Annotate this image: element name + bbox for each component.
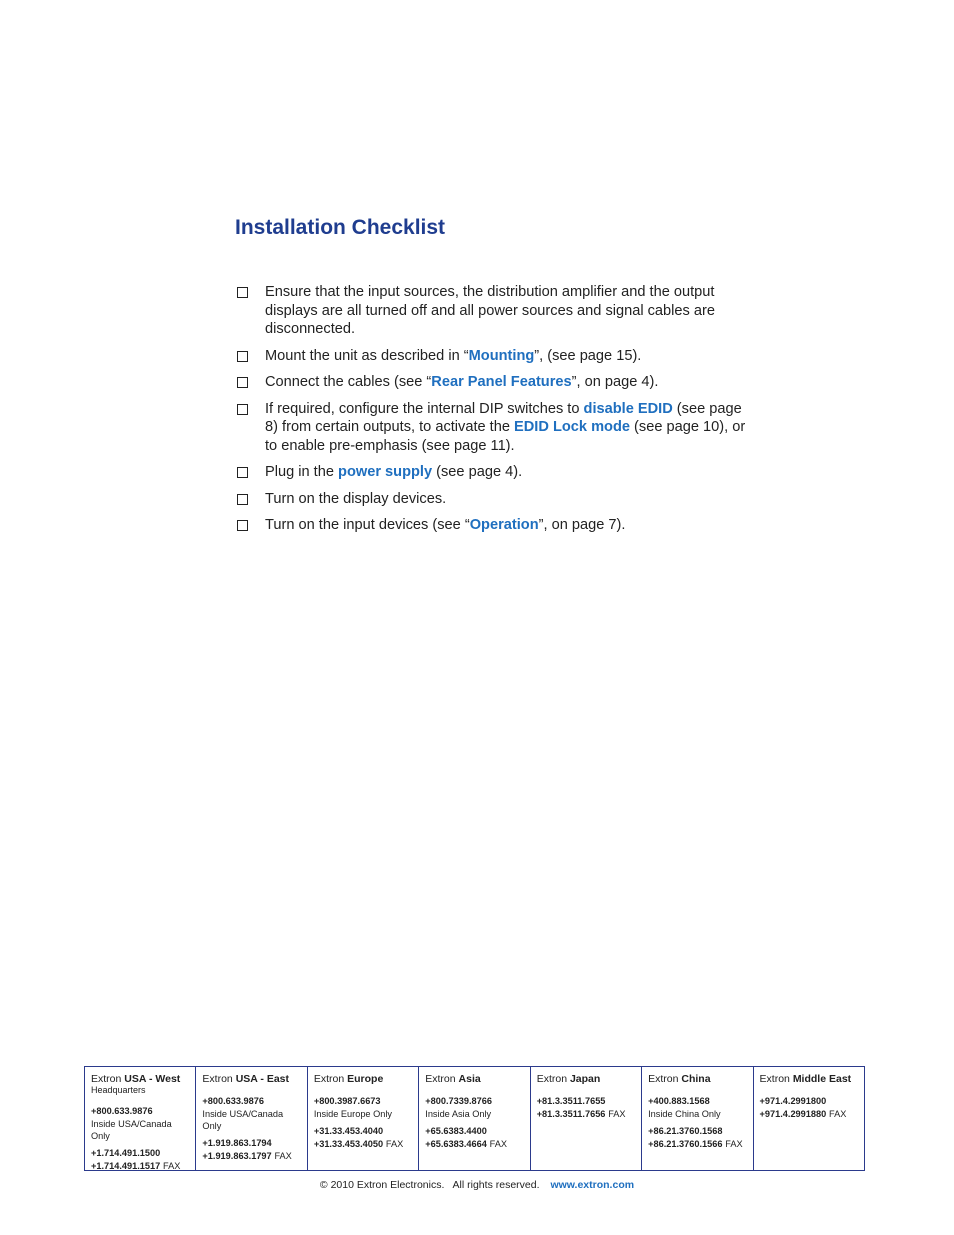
office-brand: Extron — [313, 1073, 345, 1085]
checklist-text: ”, (see page 15). — [534, 347, 642, 364]
office-brand: Extron — [91, 1073, 122, 1085]
office-name — [648, 1073, 747, 1085]
phone-number: +81.3.3511.7656 — [536, 1109, 606, 1119]
office-column — [531, 1067, 642, 1170]
fax-label: FAX — [489, 1139, 507, 1149]
checklist-item — [236, 490, 756, 509]
phone-line — [425, 1095, 524, 1108]
fax-label: FAX — [385, 1139, 404, 1149]
website-link[interactable]: www.extron.com — [550, 1179, 635, 1191]
phone-line — [202, 1095, 301, 1108]
phone-number: +86.21.3760.1566 — [648, 1139, 723, 1149]
checklist-text: Plug in the — [265, 464, 339, 480]
phone-line — [537, 1095, 636, 1108]
contact-table — [84, 1066, 865, 1171]
phone-number: +1.714.491.1500 — [91, 1148, 161, 1158]
checklist-text: Mount the unit as described in “ — [265, 347, 469, 364]
checkbox-icon — [237, 377, 248, 388]
office-column — [308, 1067, 419, 1170]
phone-number: +86.21.3760.1568 — [648, 1126, 723, 1136]
spacer — [314, 1085, 413, 1095]
phone-line — [314, 1125, 413, 1138]
office-region: Asia — [458, 1073, 481, 1085]
phone-line — [202, 1150, 301, 1163]
copyright-text: © 2010 Extron Electronics. All rights reserved. — [319, 1179, 540, 1191]
cross-reference-link[interactable]: Operation — [469, 517, 539, 533]
office-brand: Extron — [202, 1073, 233, 1085]
office-name — [202, 1073, 301, 1085]
phone-number: +400.883.1568 — [648, 1096, 710, 1106]
phone-number: +31.33.453.4040 — [313, 1126, 384, 1136]
checklist-text: Turn on the display devices. — [265, 490, 447, 507]
phone-note: Inside USA/Canada Only — [91, 1119, 172, 1141]
spacer — [202, 1085, 301, 1095]
checkbox-icon — [237, 494, 248, 505]
office-column — [754, 1067, 864, 1170]
phone-note: Inside USA/Canada Only — [202, 1109, 284, 1131]
phone-number: +65.6383.4400 — [425, 1126, 487, 1136]
phone-line — [314, 1138, 413, 1151]
checkbox-icon — [237, 467, 248, 478]
phone-number: +31.33.453.4050 — [313, 1139, 384, 1149]
phone-note: Inside China Only — [648, 1109, 721, 1119]
office-brand: Extron — [648, 1073, 679, 1085]
fax-label: FAX — [274, 1151, 292, 1161]
office-column — [85, 1067, 196, 1170]
office-brand: Extron — [425, 1073, 456, 1085]
spacer — [537, 1085, 636, 1095]
office-column — [419, 1067, 530, 1170]
checklist-text: (see page 10), or to enable pre-emphasis (see page 11). — [265, 419, 746, 454]
office-region: Europe — [347, 1073, 384, 1085]
office-brand: Extron — [536, 1073, 568, 1085]
phone-line — [91, 1105, 190, 1118]
cross-reference-link[interactable]: power supply — [338, 464, 433, 480]
phone-number: +800.633.9876 — [202, 1096, 264, 1106]
phone-number: +800.3987.6673 — [313, 1096, 381, 1106]
spacer — [648, 1085, 747, 1095]
fax-label: FAX — [725, 1139, 743, 1149]
page-title: Installation Checklist — [235, 216, 446, 239]
phone-number: +1.919.863.1797 — [202, 1151, 272, 1161]
phone-line — [537, 1108, 636, 1121]
checklist-item — [236, 373, 756, 392]
checklist-item — [236, 516, 756, 535]
phone-number: +1.714.491.1517 — [91, 1161, 161, 1170]
checklist-text: ”, on page 7). — [538, 517, 626, 533]
cross-reference-link[interactable]: disable EDID — [583, 400, 673, 417]
cross-reference-link[interactable]: EDID Lock mode — [514, 419, 630, 435]
checkbox-icon — [237, 520, 248, 531]
phone-line — [202, 1137, 301, 1150]
phone-line — [91, 1147, 190, 1160]
phone-line — [425, 1138, 524, 1151]
checklist-text: (see page 4). — [432, 464, 523, 480]
checklist-text: ”, on page 4). — [571, 374, 659, 390]
phone-line — [425, 1125, 524, 1138]
checklist-item — [236, 463, 756, 482]
office-name — [425, 1073, 524, 1085]
checklist-item — [236, 400, 756, 456]
checklist-item — [236, 347, 756, 366]
checklist-text: (see page 8) from certain outputs, to activate the — [265, 400, 742, 435]
phone-line — [91, 1160, 190, 1170]
office-region: Japan — [569, 1073, 601, 1085]
phone-number: +81.3.3511.7655 — [536, 1096, 606, 1106]
office-brand: Extron — [759, 1073, 790, 1085]
phone-line — [648, 1095, 747, 1108]
fax-label: FAX — [608, 1109, 626, 1119]
phone-line — [648, 1125, 747, 1138]
checklist-item — [236, 283, 756, 339]
office-column — [642, 1067, 753, 1170]
phone-number: +65.6383.4664 — [425, 1139, 487, 1149]
phone-note: Inside Asia Only — [425, 1109, 492, 1119]
checklist-text: Connect the cables (see “ — [265, 374, 432, 390]
office-region: USA - West — [124, 1073, 181, 1085]
phone-number: +800.633.9876 — [91, 1106, 153, 1116]
phone-number: +800.7339.8766 — [425, 1096, 492, 1106]
cross-reference-link[interactable]: Mounting — [468, 347, 535, 364]
checkbox-icon — [237, 351, 248, 362]
office-name — [91, 1073, 190, 1085]
phone-line — [314, 1095, 413, 1108]
phone-line — [760, 1095, 859, 1108]
office-region: China — [681, 1073, 711, 1085]
checklist-text: If required, configure the internal DIP switches to — [265, 400, 584, 417]
phone-line — [760, 1108, 859, 1121]
phone-note: Inside Europe Only — [313, 1109, 392, 1119]
office-name — [314, 1073, 413, 1085]
office-name — [760, 1073, 859, 1085]
office-name — [537, 1073, 636, 1085]
cross-reference-link[interactable]: Rear Panel Features — [431, 374, 572, 390]
fax-label: FAX — [829, 1109, 847, 1119]
spacer — [760, 1085, 859, 1095]
checkbox-icon — [237, 404, 248, 415]
office-region: Middle East — [792, 1073, 852, 1085]
office-subtitle: Headquarters — [91, 1085, 146, 1095]
installation-checklist — [236, 283, 756, 543]
office-column — [196, 1067, 307, 1170]
office-region: USA - East — [235, 1073, 289, 1085]
checkbox-icon — [237, 287, 248, 298]
spacer — [425, 1085, 524, 1095]
checklist-text: Ensure that the input sources, the distribution amplifier and the output displays are all turned off and all power sources and signal cables are disconnected. — [265, 284, 715, 337]
fax-label: FAX — [163, 1161, 181, 1170]
phone-line — [648, 1138, 747, 1151]
footer — [0, 1179, 954, 1191]
phone-number: +971.4.2991800 — [759, 1096, 827, 1106]
phone-number: +1.919.863.1794 — [202, 1138, 272, 1148]
phone-number: +971.4.2991880 — [759, 1109, 827, 1119]
spacer — [91, 1095, 190, 1105]
checklist-text: Turn on the input devices (see “ — [265, 517, 470, 533]
